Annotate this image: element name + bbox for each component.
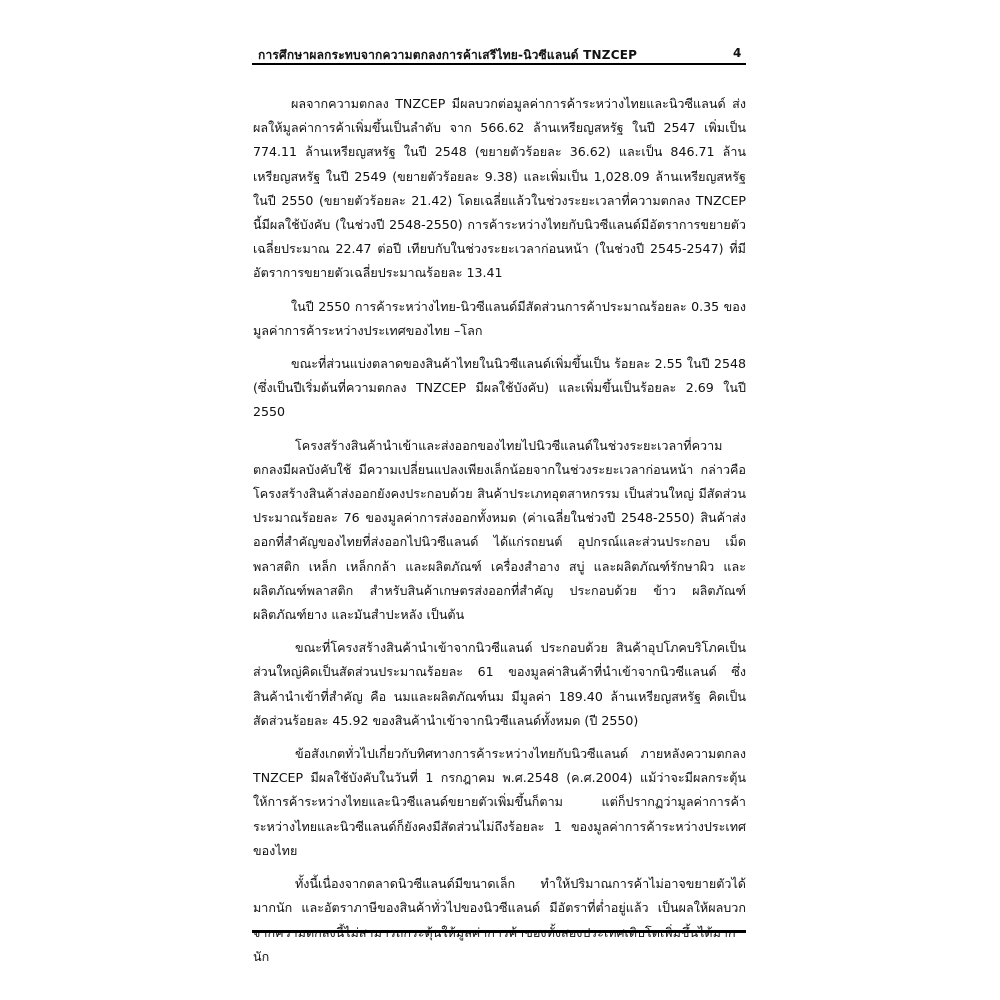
footer-rule <box>252 930 746 933</box>
paragraph-export-structure: โครงสร้างสินค้านำเข้าและส่งออกของไทยไปนิวซีแลนด์ในช่วงระยะเวลาที่ความตกลงมีผลบังคับใช้ มีความเปลี่ยนแปลงเพียงเล็กน้อยจากในช่วงระยะเวลาก่อนหน้า กล่าวคือ โครงสร้างสินค้าส่งออกยังคงประกอบด้วย สินค้าประเภทอุตสาหกรรม เป็นส่วนใหญ่ มีสัดส่วนประมาณร้อยละ 76 ของมูลค่าการส่งออกทั้งหมด (ค่าเฉลี่ยในช่วงปี 2548-2550) สินค้าส่งออกที่สำคัญของไทยที่ส่งออกไปนิวซีแลนด์ ได้แก่รถยนต์ อุปกรณ์และส่วนประกอบ เม็ดพลาสติก เหล็ก เหล็กกล้า และผลิตภัณฑ์ เครื่องสำอาง สบู่ และผลิตภัณฑ์รักษาผิว และผลิตภัณฑ์พลาสติก สำหรับสินค้าเกษตรส่งออกที่สำคัญ ประกอบด้วย ข้าว ผลิตภัณฑ์ผลิตภัณฑ์ยาง และมันสำปะหลัง เป็นต้น <box>253 437 746 623</box>
paragraph-market-share: ขณะที่ส่วนแบ่งตลาดของสินค้าไทยในนิวซีแลนด์เพิ่มขึ้นเป็น ร้อยละ 2.55 ในปี 2548 (ซึ่งเป็นปีเริ่มต้นที่ความตกลง TNZCEP มีผลใช้บังคับ) และเพิ่มขึ้นเป็นร้อยละ 2.69 ในปี 2550 <box>253 356 746 420</box>
paragraph-trade-value: ผลจากความตกลง TNZCEP มีผลบวกต่อมูลค่าการค้าระหว่างไทยและนิวซีแลนด์ ส่งผลให้มูลค่าการค้าเพิ่มขึ้นเป็นลำดับ จาก 566.62 ล้านเหรียญสหรัฐ ในปี 2547 เพิ่มเป็น 774.11 ล้านเหรียญสหรัฐ ในปี 2548 (ขยายตัวร้อยละ 36.62) และเป็น 846.71 ล้านเหรียญสหรัฐ ในปี 2549 (ขยายตัวร้อยละ 9.38) และเพิ่มเป็น 1,028.09 ล้านเหรียญสหรัฐ ในปี 2550 (ขยายตัวร้อยละ 21.42) โดยเฉลี่ยแล้วในช่วงระยะเวลาที่ความตกลง TNZCEP นี้มีผลใช้บังคับ (ในช่วงปี 2548-2550) การค้าระหว่างไทยกับนิวซีแลนด์มีอัตราการขยายตัวเฉลี่ยประมาณ 22.47 ต่อปี เทียบกับในช่วงระยะเวลาก่อนหน้า (ในช่วงปี 2545-2547) ที่มีอัตราการขยายตัวเฉลี่ยประมาณร้อยละ 13.41 <box>253 96 746 281</box>
document-body <box>253 92 746 978</box>
paragraph-observations: ข้อสังเกตทั่วไปเกี่ยวกับทิศทางการค้าระหว่างไทยกับนิวซีแลนด์ ภายหลังความตกลง TNZCEP มีผลใช้บังคับในวันที่ 1 กรกฎาคม พ.ศ.2548 (ค.ศ.2004) แม้ว่าจะมีผลกระตุ้นให้การค้าระหว่างไทยและนิวซีแลนด์ขยายตัวเพิ่มขึ้นก็ตาม แต่ก็ปรากฏว่ามูลค่าการค้าระหว่างไทยและนิวซีแลนด์ก็ยังคงมีสัดส่วนไม่ถึงร้อยละ 1 ของมูลค่าการค้าระหว่างประเทศของไทย <box>253 746 746 858</box>
running-header-title: การศึกษาผลกระทบจากความตกลงการค้าเสรีไทย-นิวซีแลนด์ TNZCEP <box>258 48 638 62</box>
header-rule <box>252 63 746 65</box>
paragraph-conclusion: ทั้งนี้เนื่องจากตลาดนิวซีแลนด์มีขนาดเล็ก ทำให้ปริมาณการค้าไม่อาจขยายตัวได้มากนัก และอัตราภาษีของสินค้าทั่วไปของนิวซีแลนด์ มีอัตราที่ต่ำอยู่แล้ว เป็นผลให้ผลบวก นัก <box>253 876 746 964</box>
page-number: 4 <box>733 46 742 60</box>
paragraph-import-structure: ขณะที่โครงสร้างสินค้านำเข้าจากนิวซีแลนด์ ประกอบด้วย สินค้าอุปโภคบริโภคเป็นส่วนใหญ่คิดเป็นสัดส่วนประมาณร้อยละ 61 ของมูลค่าสินค้าที่นำเข้าจากนิวซีแลนด์ ซึ่งสินค้านำเข้าที่สำคัญ คือ นมและผลิตภัณฑ์นม มีมูลค่า 189.40 ล้านเหรียญสหรัฐ คิดเป็นสัดส่วนร้อยละ 45.92 ของสินค้านำเข้าจากนิวซีแลนด์ทั้งหมด (ปี 2550) <box>253 640 746 728</box>
paragraph-trade-share: ในปี 2550 การค้าระหว่างไทย-นิวซีแลนด์มีสัดส่วนการค้าประมาณร้อยละ 0.35 ของมูลค่าการค้าระหว่างประเทศของไทย –โลก <box>253 298 746 338</box>
